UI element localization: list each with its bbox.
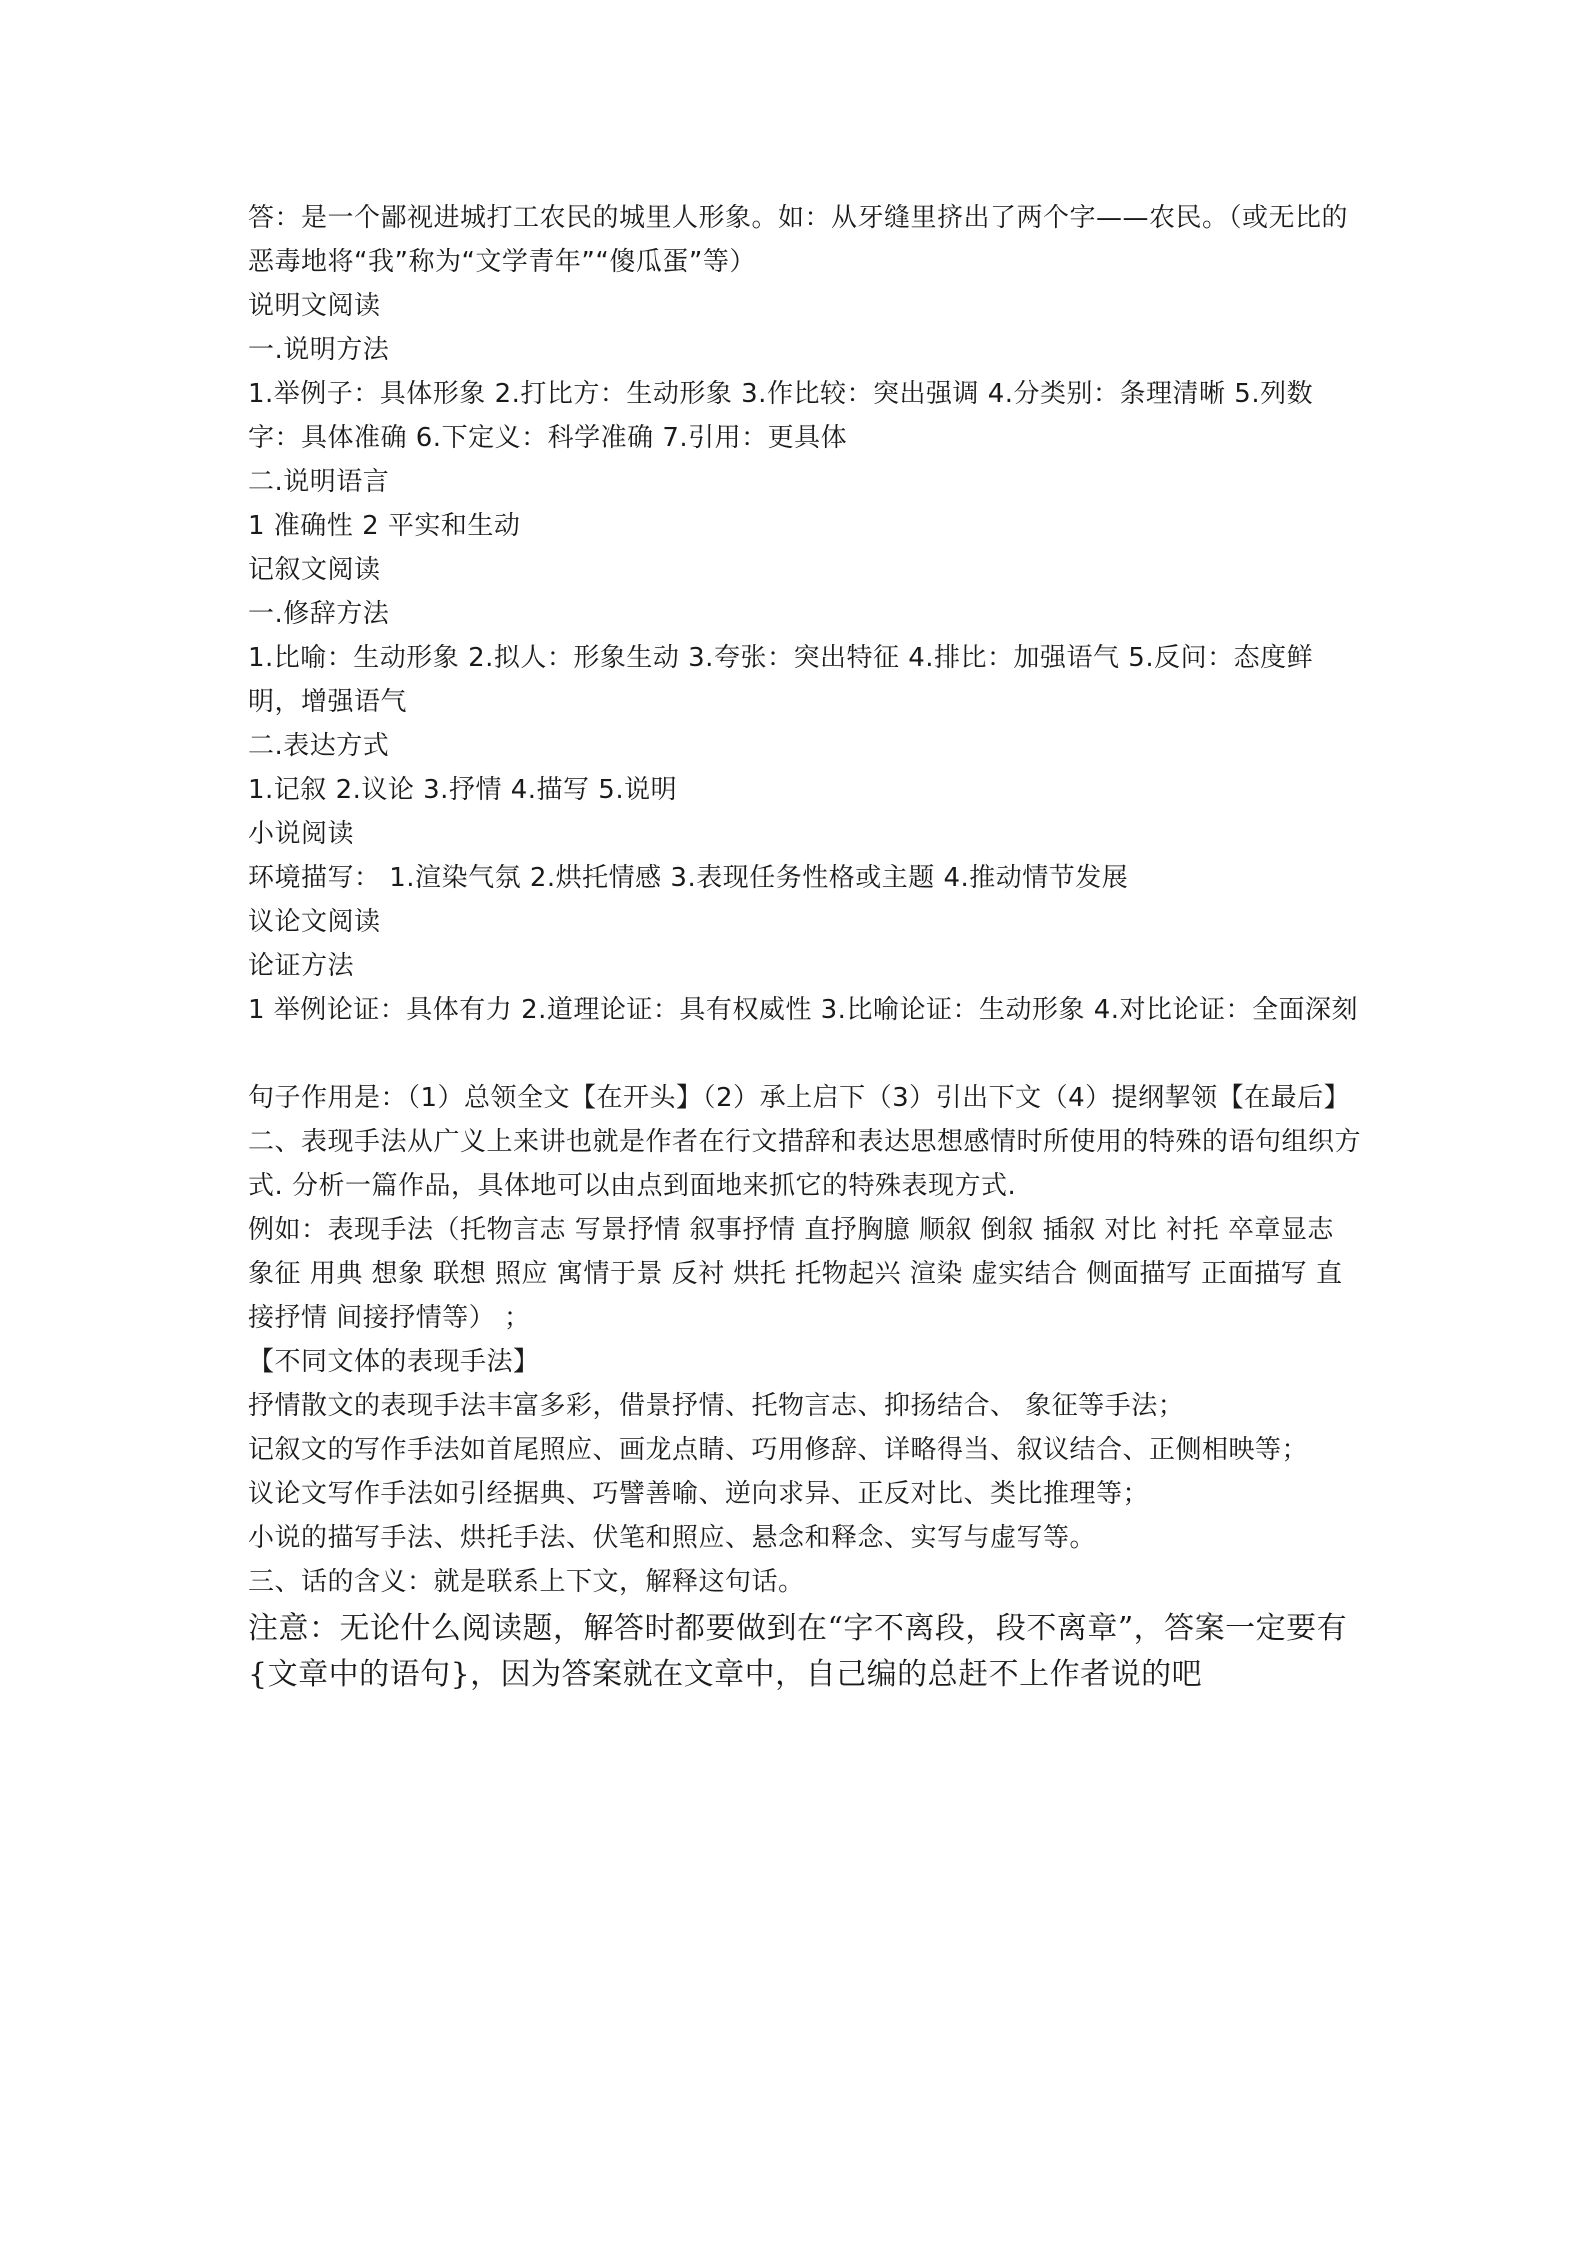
heading-explanation-methods: 一.说明方法 <box>248 335 390 365</box>
heading-novel-reading: 小说阅读 <box>248 819 355 849</box>
narrative-techniques: 记叙文的写作手法如首尾照应、画龙点睛、巧用修辞、详略得当、叙议结合、正侧相映等； <box>248 1435 1309 1465</box>
meaning-of-words: 三、话的含义：就是联系上下文，解释这句话。 <box>248 1567 805 1597</box>
heading-expository-reading: 说明文阅读 <box>248 291 381 321</box>
blank-line <box>248 1032 1363 1076</box>
rhetoric-methods-list: 1.比喻：生动形象 2.拟人：形象生动 3.夸张：突出特征 4.排比：加强语气 5.反问：态度鲜明，增强语气 <box>248 643 1314 717</box>
expression-techniques-examples: 例如：表现手法（托物言志 写景抒情 叙事抒情 直抒胸臆 顺叙 倒叙 插叙 对比 衬托 卒章显志 象征 用典 想象 联想 照应 寓情于景 反衬 烘托 托物起兴 渲染 虚实结合 侧面描写 正面描写 直接抒情 间接抒情等） ； <box>248 1215 1343 1333</box>
sentence-function: 句子作用是：（1）总领全文【在开头】（2）承上启下（3）引出下文（4）提纲挈领【在最后】 <box>248 1083 1351 1113</box>
answer-paragraph: 答：是一个鄙视进城打工农民的城里人形象。如：从牙缝里挤出了两个字——农民。（或无比的恶毒地将“我”称为“文学青年”“傻瓜蛋”等） <box>248 203 1349 277</box>
attention-note: 注意：无论什么阅读题，解答时都要做到在“字不离段，段不离章”，答案一定要有{文章中的语句}，因为答案就在文章中，自己编的总赶不上作者说的吧 <box>248 1611 1348 1692</box>
expression-modes-list: 1.记叙 2.议论 3.抒情 4.描写 5.说明 <box>248 775 678 805</box>
lyric-prose-techniques: 抒情散文的表现手法丰富多彩，借景抒情、托物言志、抑扬结合、 象征等手法； <box>248 1391 1185 1421</box>
document-page <box>248 196 1363 1698</box>
explanation-language-list: 1 准确性 2 平实和生动 <box>248 511 521 541</box>
heading-expression-modes: 二.表达方式 <box>248 731 390 761</box>
heading-argument-methods: 论证方法 <box>248 951 355 981</box>
heading-explanation-language: 二.说明语言 <box>248 467 390 497</box>
heading-argumentative-reading: 议论文阅读 <box>248 907 381 937</box>
argument-methods-list: 1 举例论证：具体有力 2.道理论证：具有权威性 3.比喻论证：生动形象 4.对比论证：全面深刻 <box>248 995 1359 1025</box>
heading-narrative-reading: 记叙文阅读 <box>248 555 381 585</box>
environment-description: 环境描写： 1.渲染气氛 2.烘托情感 3.表现任务性格或主题 4.推动情节发展 <box>248 863 1129 893</box>
expression-techniques-intro: 二、表现手法从广义上来讲也就是作者在行文措辞和表达思想感情时所使用的特殊的语句组织方式. 分析一篇作品，具体地可以由点到面地来抓它的特殊表现方式. <box>248 1127 1362 1201</box>
argumentative-techniques: 议论文写作手法如引经据典、巧譬善喻、逆向求异、正反对比、类比推理等； <box>248 1479 1150 1509</box>
explanation-methods-list: 1.举例子：具体形象 2.打比方：生动形象 3.作比较：突出强调 4.分类别：条理清晰 5.列数字：具体准确 6.下定义：科学准确 7.引用：更具体 <box>248 379 1314 453</box>
heading-genre-techniques: 【不同文体的表现手法】 <box>248 1347 540 1377</box>
novel-techniques: 小说的描写手法、烘托手法、伏笔和照应、悬念和释念、实写与虚写等。 <box>248 1523 1097 1553</box>
heading-rhetoric-methods: 一.修辞方法 <box>248 599 390 629</box>
